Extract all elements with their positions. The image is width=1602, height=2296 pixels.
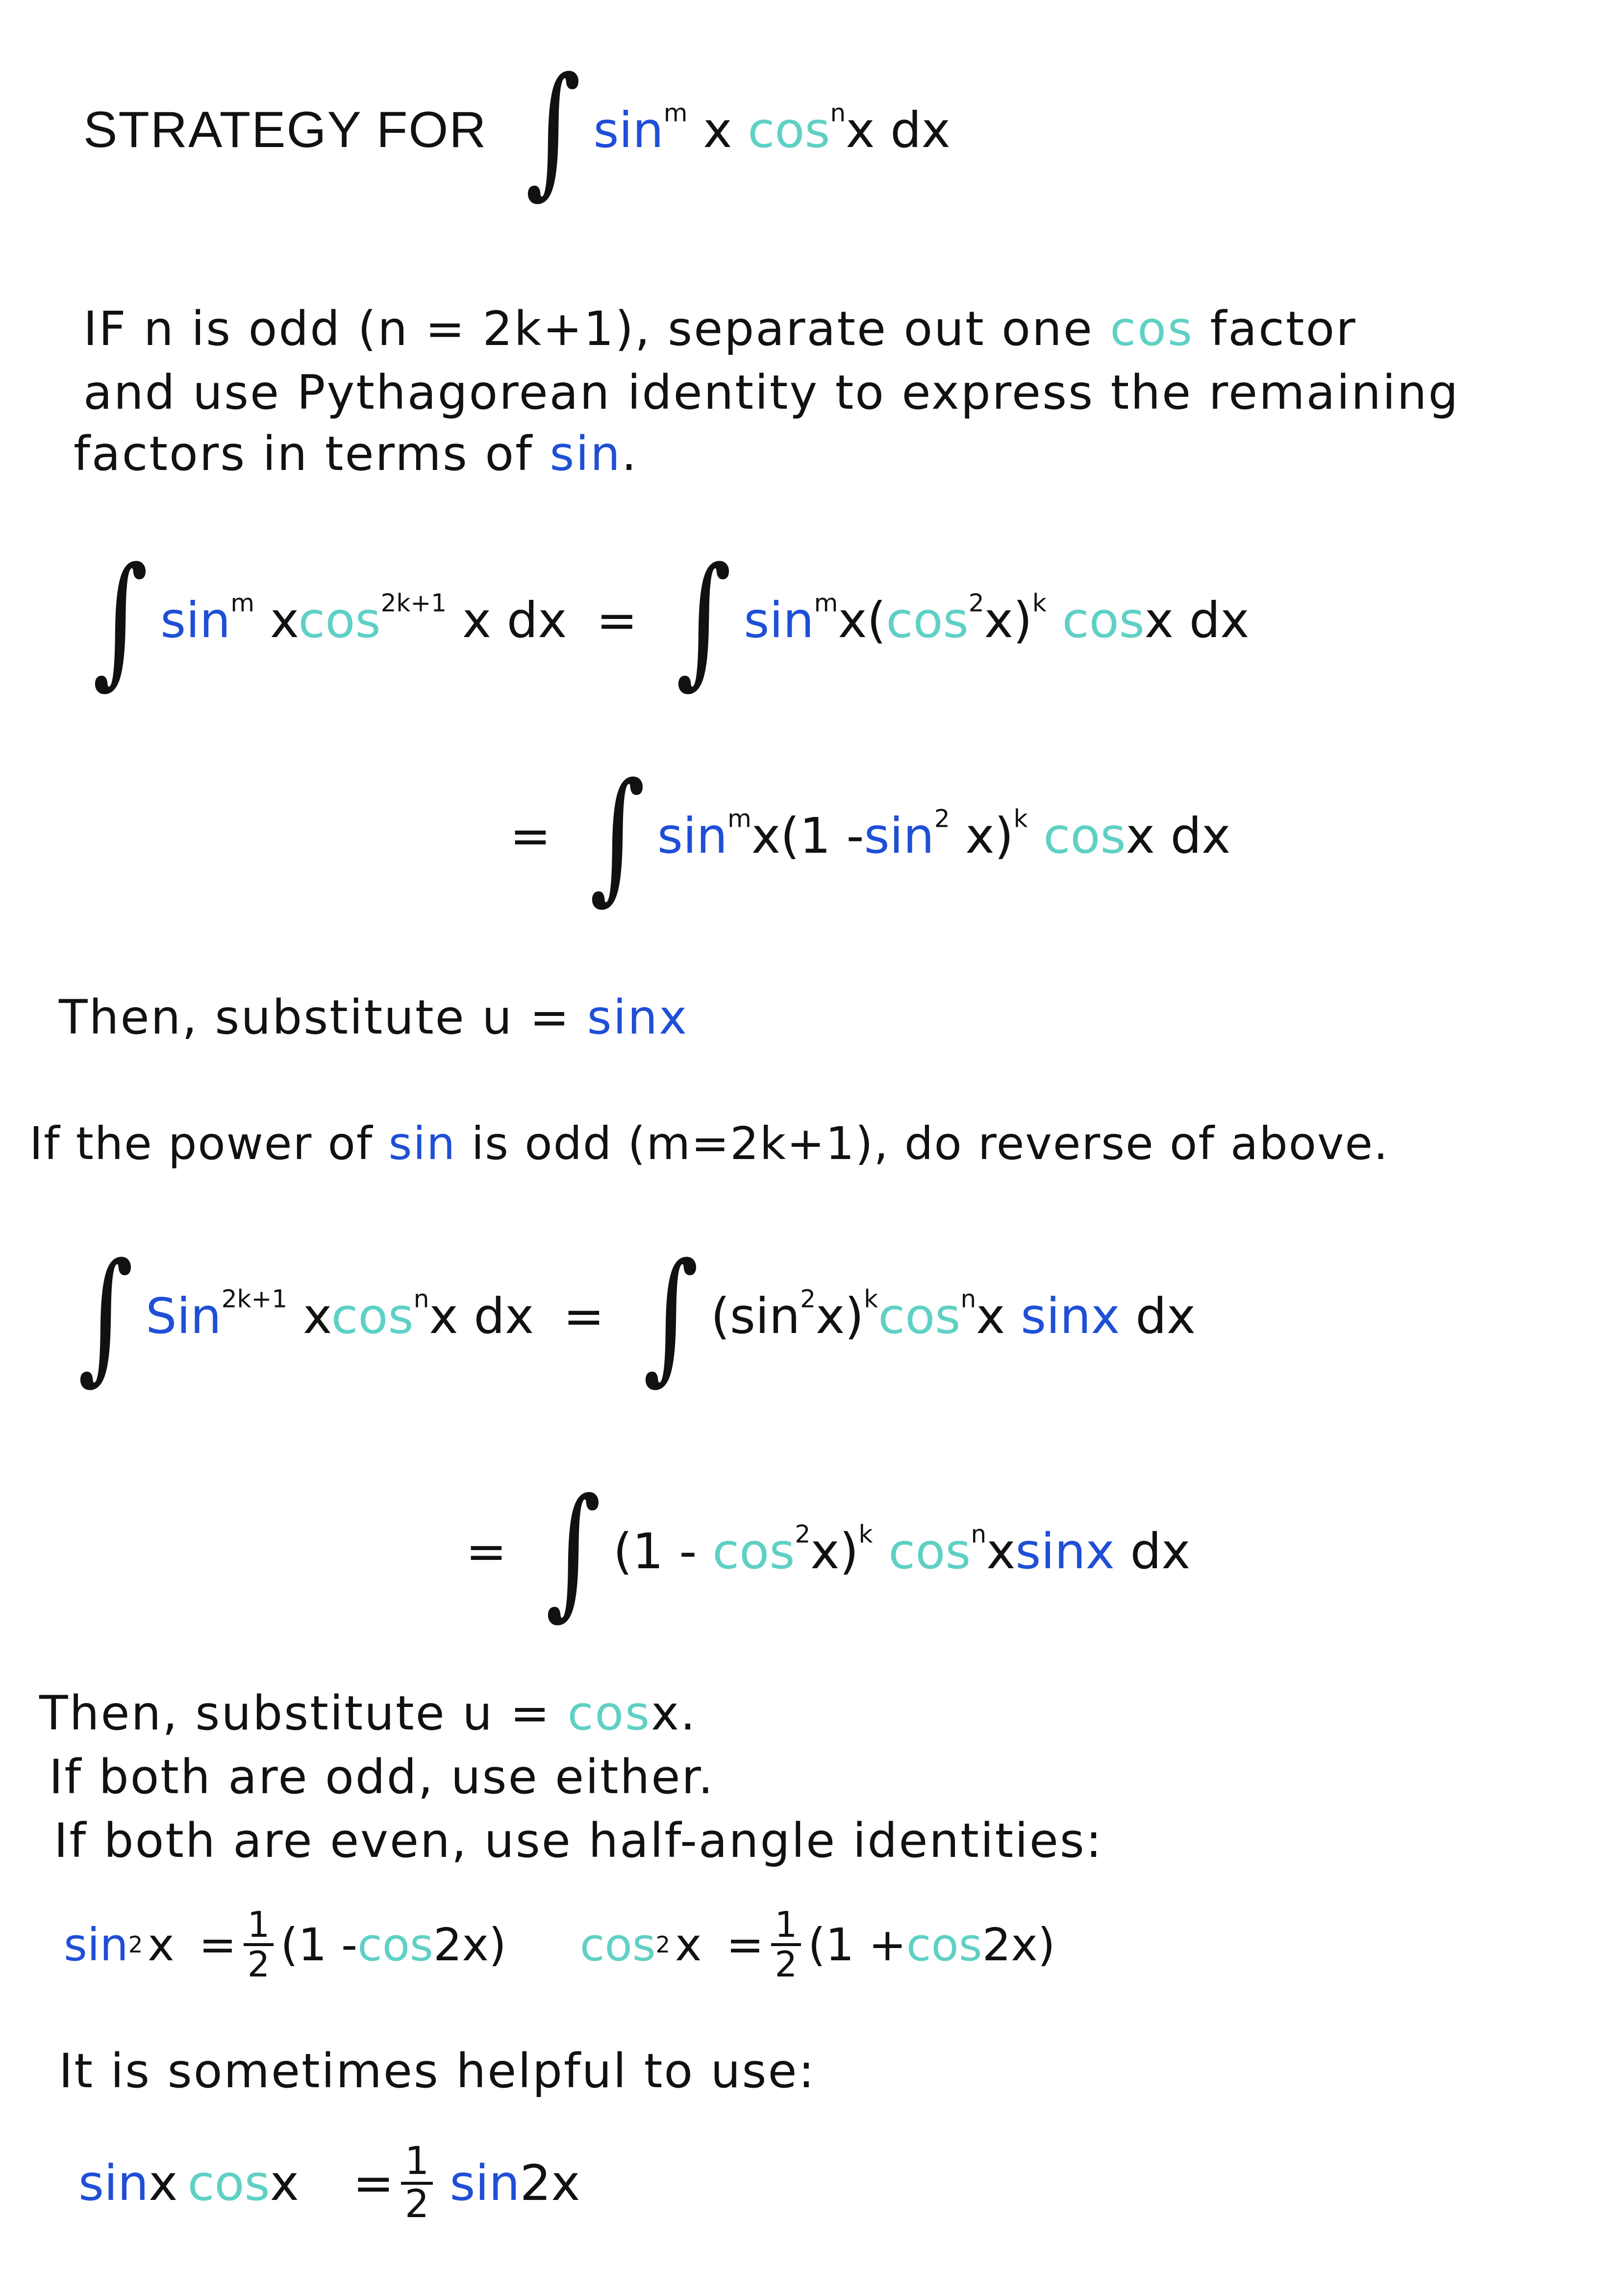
equals-sign: = — [596, 591, 638, 649]
eq1-lhs: $\sin^m xcos^{2k+1}$ x dx — [160, 589, 567, 649]
eq3-rhs: $(\sin^2x)^k\cos^nx$ sinx dx — [710, 1284, 1196, 1345]
equation-2 — [510, 753, 1231, 918]
both-even-line: If both are even, use half-angle identities: — [54, 1813, 1103, 1868]
equation-3 — [69, 1233, 1196, 1398]
half-angle-identities: sin 2 x = $\frac{1}{2}$ (1 - cos 2x) cos 2 x = $\frac{1}{2}$ (1 + cos 2x) — [64, 1904, 1055, 1985]
integral-sign: ∫ — [526, 47, 581, 212]
integral-sign: ∫ — [643, 1233, 699, 1398]
eq2-rhs: $\sin^mx(1$ $-\sin^2$ x)$^k$ cosx dx — [657, 804, 1231, 864]
fraction-one-half: $\frac{1}{2}$ — [771, 1906, 801, 1983]
equation-4 — [466, 1468, 1191, 1633]
eq3-lhs: Sin$^{2k+1}$ xcos$^n$x dx — [146, 1284, 534, 1345]
n-odd-line-1: IF n is odd (n = 2k+1), separate out one cos factor — [83, 301, 1357, 356]
double-angle-identity: sin x cos x = $\frac{1}{2}$ sin 2x — [78, 2139, 580, 2226]
n-odd-line-3: factors in terms of sin. — [74, 426, 638, 481]
equals-sign: = — [466, 1522, 507, 1580]
integral-sign: ∫ — [77, 1233, 134, 1398]
integral-sign: ∫ — [676, 537, 732, 702]
fraction-one-half: $\frac{1}{2}$ — [401, 2142, 433, 2225]
integral-sign: ∫ — [92, 537, 149, 702]
m-odd-line: If the power of sin is odd (m=2k+1), do reverse of above. — [29, 1117, 1389, 1170]
n-odd-line-2: and use Pythagorean identity to express the remaining — [83, 365, 1460, 420]
both-odd-line: If both are odd, use either. — [49, 1750, 715, 1804]
substitute-sin: Then, substitute u = sinx — [59, 990, 688, 1045]
equals-sign: = — [510, 807, 551, 864]
eq1-rhs: $\sin^mx(\cos^2x)^k$ cosx dx — [744, 589, 1250, 649]
fraction-one-half: $\frac{1}{2}$ — [244, 1906, 274, 1983]
helpful-line: It is sometimes helpful to use: — [59, 2044, 816, 2098]
title-line — [83, 47, 951, 212]
title-integrand: $\sin^m x$ $\cos^nx$ dx — [593, 99, 951, 159]
equation-1 — [83, 537, 1250, 702]
eq4-rhs: $(1 - \cos^2x)^k$ $\cos^nxsinx$ dx — [613, 1520, 1191, 1580]
integral-sign: ∫ — [589, 753, 646, 918]
substitute-cos: Then, substitute u = cosx. — [39, 1686, 697, 1741]
equals-sign: = — [563, 1287, 604, 1345]
integral-sign: ∫ — [545, 1468, 601, 1633]
title-text: STRATEGY FOR — [83, 101, 487, 158]
